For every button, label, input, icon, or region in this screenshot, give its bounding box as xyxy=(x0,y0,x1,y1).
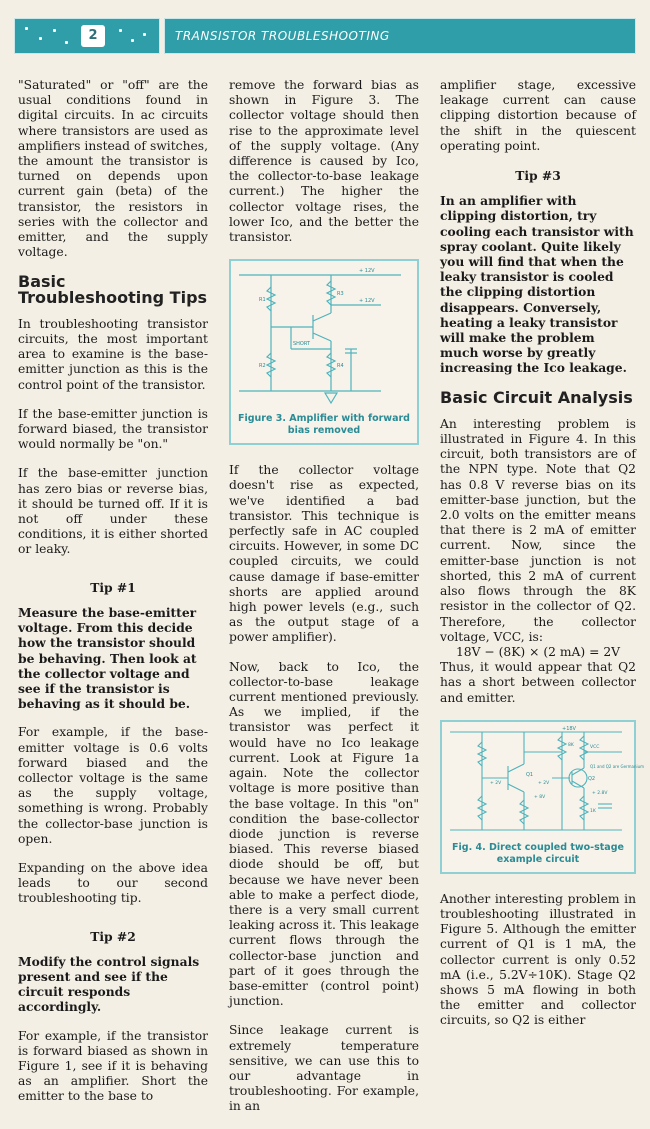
tip-text: In an amplifier with clipping distortion, try cooling each transistor with spray coolant. Quite likely you will find that when the leaky transistor is cooled the clipping distortion disappears. Conversely, heating a leaky transistor will make the problem much worse by greatly increasing the Ico leakage. xyxy=(440,193,634,376)
paragraph: amplifier stage, excessive leakage current can cause clipping distortion because of the shift in the quiescent operating point. xyxy=(440,78,636,153)
tip-label: Tip #1 xyxy=(90,579,136,595)
fig3-label-vcc: + 12V xyxy=(359,268,375,275)
fig4-label-v4: + 8V xyxy=(534,794,546,800)
decor-dot xyxy=(25,27,28,30)
tip-label: Tip #2 xyxy=(90,928,136,944)
figure-3-caption: Figure 3. Amplifier with forward bias removed xyxy=(238,413,410,437)
decor-dot xyxy=(119,29,122,32)
section-heading: Basic Circuit Analysis xyxy=(440,387,633,407)
paragraph: For example, if the transistor is forward biased as shown in Figure 1, see if it is behaving as an amplifier. Short the emitter to the base to xyxy=(18,1028,208,1104)
paragraph: Thus, it would appear that Q2 has a short between collector and emitter. xyxy=(440,660,636,705)
figure-4-schematic xyxy=(442,722,645,840)
section-heading: Basic Troubleshooting Tips xyxy=(18,272,208,307)
fig4-label-note: Q1 and Q2 are Germanium xyxy=(590,763,645,769)
equation: 18V − (8K) × (2 mA) = 2V xyxy=(455,644,621,659)
tip-label: Tip #3 xyxy=(515,168,561,184)
fig3-label-r1: R1 xyxy=(259,297,266,304)
decor-dot xyxy=(39,37,42,40)
page-number-box xyxy=(14,18,160,54)
decor-dot xyxy=(53,29,56,32)
running-title: TRANSISTOR TROUBLESHOOTING xyxy=(164,18,636,54)
column-2 xyxy=(229,78,419,1129)
paragraph: In troubleshooting transistor circuits, the most important area to examine is the base-emitter junction as this is the control point of the transistor. xyxy=(18,316,208,392)
fig3-label-r2: R2 xyxy=(259,363,266,370)
figure-4 xyxy=(440,720,645,874)
fig4-label-supply: +18V xyxy=(562,725,576,732)
paragraph: An interesting problem is illustrated in Figure 4. In this circuit, both transistors are of the NPN type. Note that Q2 has 0.8 V reverse bias on its emitter-base junction, but the 2.0 volts on the emitter means that there is 2 mA of emitter current. Now, since the emitter-base junction is not shorted, this 2 mA of current also flows through the 8K resistor in the collector of Q2. Therefore, the collector voltage, VCC, is: xyxy=(440,416,636,644)
paragraph: Expanding on the above idea leads to our second troubleshooting tip. xyxy=(18,860,208,906)
tip-text: Measure the base-emitter voltage. From this decide how the transistor should be behaving. Then look at the collector voltage and see if the transistor is behaving as it should be. xyxy=(18,604,197,712)
paragraph: remove the forward bias as shown in Figure 3. The collector voltage should then rise to the approximate level of the supply voltage. (Any difference is caused by Ico, the collector-to-base leakage current.) The higher the collector voltage rises, the lower Ico, and the better the transistor. xyxy=(229,78,419,245)
column-1 xyxy=(18,78,208,1119)
paragraph: For example, if the base-emitter voltage is 0.6 volts forward biased and the collector voltage is the same as the supply voltage, something is wrong. Probably the collector-base junction is open. xyxy=(18,725,208,846)
fig4-label-1k: 1K xyxy=(590,808,596,814)
page-header xyxy=(14,18,636,54)
fig4-label-v1: + 2V xyxy=(490,780,502,786)
fig4-label-v3: + 2.8V xyxy=(592,790,608,796)
fig4-label-q2: Q2 xyxy=(588,775,596,782)
figure-4-caption: Fig. 4. Direct coupled two-stage example circuit xyxy=(452,841,624,865)
fig3-label-r3: R3 xyxy=(337,291,344,298)
column-3 xyxy=(440,78,645,1043)
fig3-label-r4: R4 xyxy=(337,363,344,370)
page-number: 2 xyxy=(81,25,105,47)
decor-dot xyxy=(143,33,146,36)
paragraph: If the base-emitter junction is forward biased, the transistor would normally be "on." xyxy=(18,406,208,452)
fig3-label-vc: + 12V xyxy=(359,298,375,305)
paragraph: If the base-emitter junction has zero bias or reverse bias, it should be turned off. If it is not off under these conditions, it is either shorted or leaky. xyxy=(18,466,208,557)
paragraph: Now, back to Ico, the collector-to-base leakage current mentioned previously. As we implied, if the transistor was perfect it would have no Ico leakage current. Look at Figure 1a again. Note the collector voltage is more positive than the base voltage. In this "on" condition the base-collector diode junction is reverse biased. This reverse biased diode should be off, but because we have never been able to make a perfect diode, there is a very small current leaking across it. This leakage current flows through the collector-base junction and part of it goes through the base-emitter (control point) junction. xyxy=(229,659,419,1009)
fig4-label-8k: 8K xyxy=(568,742,574,748)
paragraph: Another interesting problem in troubleshooting illustrated in Figure 5. Although the emitter current of Q1 is 1 mA, the collector current is only 0.52 mA (i.e., 5.2V÷10K). Stage Q2 shows 5 mA flowing in both the emitter and collector circuits, so Q2 is either xyxy=(440,891,636,1028)
fig4-label-v2: + 2V xyxy=(538,780,550,786)
figure-3-schematic xyxy=(231,261,417,411)
fig3-label-short: SHORT xyxy=(293,341,311,348)
tip-text: Modify the control signals present and see if the circuit responds accordingly. xyxy=(18,953,200,1015)
decor-dot xyxy=(131,39,134,42)
fig4-label-q1: Q1 xyxy=(526,771,534,778)
decor-dot xyxy=(65,41,68,44)
paragraph: If the collector voltage doesn't rise as expected, we've identified a bad transistor. This technique is perfectly safe in AC coupled circuits. However, in some DC coupled circuits, we could cause damage if base-emitter shorts are applied around high power levels (e.g., such as the output stage of a power amplifier). xyxy=(229,463,419,645)
paragraph: Since leakage current is extremely temperature sensitive, we can use this to our advantage in troubleshooting. For example, in an xyxy=(229,1023,419,1114)
fig4-label-vcc: VCC xyxy=(590,744,600,750)
paragraph: "Saturated" or "off" are the usual conditions found in digital circuits. In ac circuits where transistors are used as amplifiers instead of switches, the amount the transistor is turned on depends upon current gain (beta) of the transistor, the resistors in series with the collector and emitter, and the supply voltage. xyxy=(18,78,208,260)
figure-3 xyxy=(229,259,419,445)
